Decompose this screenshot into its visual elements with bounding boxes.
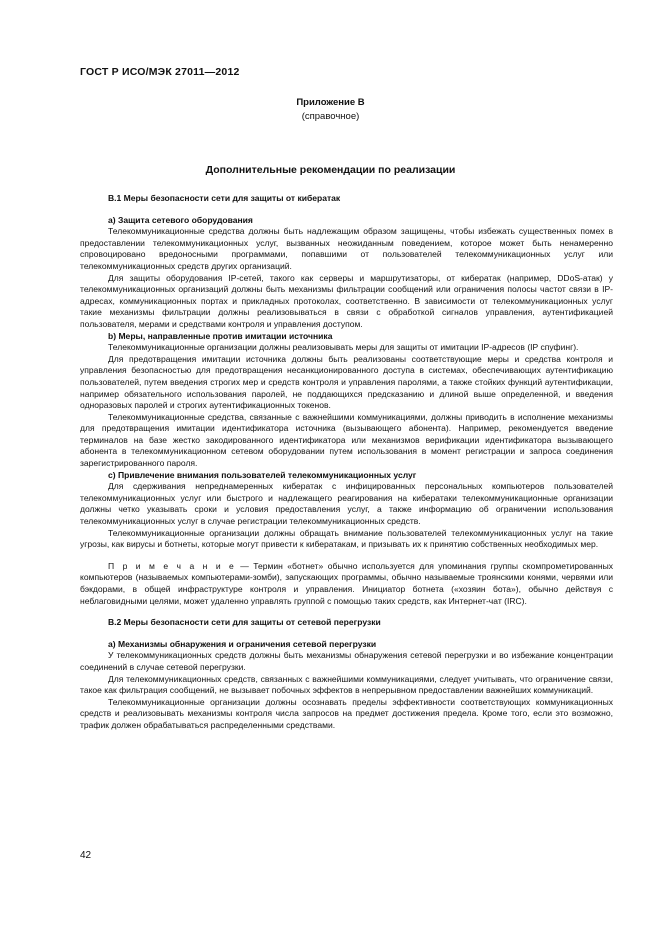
annex-label <box>0 96 661 124</box>
annex-subtitle: (справочное) <box>301 111 360 122</box>
subsection-heading: b) Меры, направленные против имитации источника <box>108 330 333 341</box>
note-text: — Термин «ботнет» обычно используется для упоминания группы скомпрометированных компьютеров (называемых компьютерами-зомби), запускающих программы, обычно называемые троянскими конями, червями или бэкдорами, в общей инфраструктуре контроля и управления. Инициатор ботнета («хозяин бота»), обычно действуя с неблаговидными целями, может удаленно управлять группой с помощью таких средств, как Интернет-чат (IRC). <box>80 560 613 606</box>
paragraph: Телекоммуникационные организации должны реализовывать меры для защиты от имитации IP-адресов (IP спуфинг). <box>108 342 579 353</box>
paragraph: Телекоммуникационные средства, связанные с важнейшими коммуникациями, должны приводить в исполнение механизмы для предотвращения имитации идентификатора источника (вызывающего абонента). Например, рекомендуется введение терминалов на базе жестко закодированного идентификатора или механизмов верификации идентификатора вызывающего абонента в телекоммуникационном сетевом оборудовании путем использования в момент регистрации и запроса соединения зарегистрированного пароля. <box>80 411 613 469</box>
paragraph: Телекоммуникационные средства должны быть надлежащим образом защищены, чтобы избежать существенных помех в предоставлении телекоммуникационных услуг, вызванных неожиданным поведением, которое может быть ненамеренно спровоцировано вредоносными программами, попавшими от пользователей телекоммуникационных услуг или телекоммуникационных средств других организаций. <box>80 226 613 271</box>
paragraph: Телекоммуникационные организации должны осознавать пределы эффективности соответствующих коммуникационных средств и реализовывать механизмы контроля числа запросов на предмет достижения предела. Кроме того, если это возможно, трафик должен обрабатываться распределенными средствами. <box>80 696 613 730</box>
paragraph: Для предотвращения имитации источника должны быть реализованы соответствующие меры и средства контроля и управления безопасностью для предотвращения несанкционированного доступа в системах, обеспечивающих аутентификацию пользователей, путем введения строгих мер и средств контроля и управления паролями, а также стойких функций аутентификации, например обязательного использования паролей, не поддающихся предсказанию и длиной выше определенной, и введения одноразовых паролей и строгих аутентификационных токенов. <box>80 353 613 411</box>
paragraph: Для сдерживания непреднамеренных кибератак с инфицированных персональных компьютеров пользователей телекоммуникационных услуг или быстрого и надлежащего реагирования на кибератаки телекоммуникационные организации должны четко указывать сроки и условия предоставления услуг, а также информацию об ограничении использования телекоммуникационных услуг в случае регистрации телекоммуникационных средств. <box>80 481 613 527</box>
paragraph: У телекоммуникационных средств должны быть механизмы обнаружения сетевой перегрузки и во избежание концентрации соединений в случае сетевой перегрузки. <box>80 650 613 672</box>
paragraph: Телекоммуникационные организации должны обращать внимание пользователей телекоммуникационных услуг на такие угрозы, как вирусы и ботнеты, которые могут привести к кибератакам, и призывать их к принятию собственных необходимых мер. <box>80 527 613 550</box>
note <box>80 561 613 607</box>
section-heading: В.2 Меры безопасности сети для защиты от сетевой перегрузки <box>108 617 381 628</box>
standard-header: ГОСТ Р ИСО/МЭК 27011—2012 <box>80 66 240 78</box>
subsection-heading: а) Защита сетевого оборудования <box>108 214 253 225</box>
page-number: 42 <box>80 850 92 861</box>
paragraph: Для защиты оборудования IP-сетей, такого как серверы и маршрутизаторы, от кибератак (например, DDoS-атак) у телекоммуникационных организаций должны быть механизмы фильтрации сообщений или ограничения полосы частот связи в IP-адресах, коммуникационных портах и прикладных протоколах, соответственно. В зависимости от телекоммуникационных услуг такие механизмы фильтрации должны реализовываться в связи с обработкой сигналов управления, аутентификацией пользователя, мерами и средствами контроля и управления доступом. <box>80 272 613 329</box>
page-title: Дополнительные рекомендации по реализации <box>205 164 456 176</box>
subsection-heading: с) Привлечение внимания пользователей телекоммуникационных услуг <box>108 469 417 480</box>
subsection-heading: а) Механизмы обнаружения и ограничения сетевой перегрузки <box>108 638 377 649</box>
paragraph: Для телекоммуникационных средств, связанных с важнейшими коммуникациями, следует учитывать, что ограничение связи, такое как фильтрация сообщений, не вызывает побочных эффектов в непрерывном предоставлении важнейших коммуникаций. <box>80 673 613 696</box>
annex-title: Приложение В <box>296 97 365 108</box>
note-label: П р и м е ч а н и е <box>108 560 236 571</box>
section-heading: В.1 Меры безопасности сети для защиты от кибератак <box>108 193 341 203</box>
document-body <box>80 193 613 732</box>
